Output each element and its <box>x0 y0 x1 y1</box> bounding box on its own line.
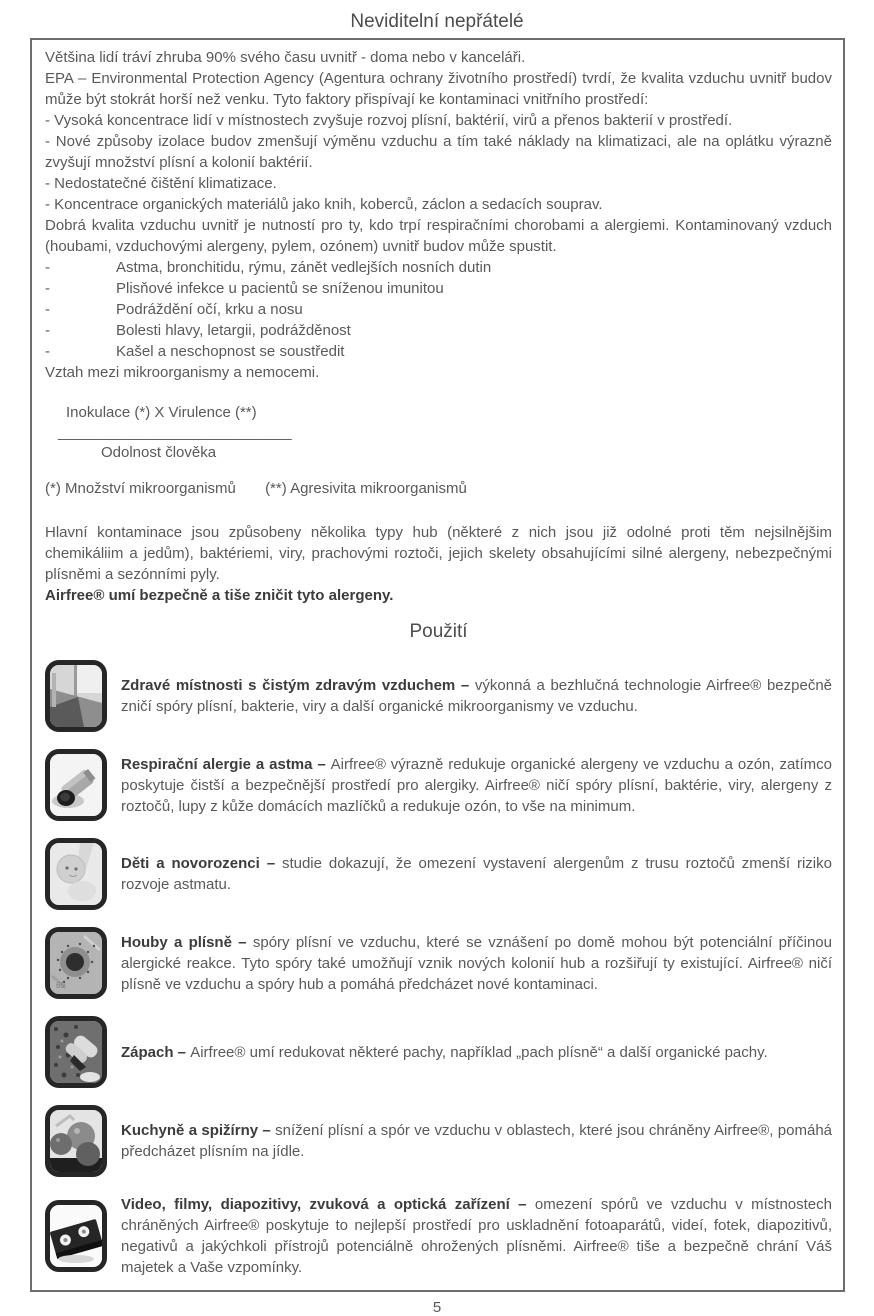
usage-item-text: Děti a novorozenci – studie dokazují, že omezení vystavení alergenům z trusu roztočů zmenší riziko rozvoje astmatu. <box>121 855 832 893</box>
usage-item-title: Kuchyně a spižírny – <box>121 1122 276 1139</box>
symptom-dash: - <box>45 343 50 360</box>
intro-paragraph: - Nové způsoby izolace budov zmenšují výměnu vzduchu a tím také náklady na klimatizaci, ale na oplátku výrazně zvyšují množství plísní a kolonií baktérií. <box>45 133 832 171</box>
page-title: Neviditelní nepřátelé <box>350 11 524 32</box>
symptom-text: Bolesti hlavy, letargii, podrážděnost <box>116 322 351 339</box>
svg-text:69: 69 <box>56 981 65 990</box>
formula-denominator: Odolnost člověka <box>101 444 217 461</box>
usage-item <box>45 660 832 732</box>
usage-item-title: Děti a novorozenci – <box>121 855 282 872</box>
intro-paragraph: Většina lidí tráví zhruba 90% svého času uvnitř - doma nebo v kanceláři. <box>45 49 526 66</box>
intro-paragraph: - Koncentrace organických materiálů jako knih, koberců, záclon a sedacích souprav. <box>45 196 603 213</box>
content-frame <box>30 38 845 1292</box>
page-number: 5 <box>432 1299 442 1316</box>
usage-item <box>45 1194 832 1278</box>
usage-item-title: Zápach – <box>121 1043 191 1061</box>
intro-paragraph: - Nedostatečné čištění klimatizace. <box>45 175 277 192</box>
usage-item-text: Zápach – Airfree® umí redukovat některé pachy, například „pach plísně“ a další organické pachy. <box>121 1043 768 1061</box>
usage-item <box>45 927 832 999</box>
legend-left: (*) Množství mikroorganismů <box>45 480 236 497</box>
usage-item-title: Zdravé místnosti s čistým zdravým vzduchem – <box>121 677 475 694</box>
contamination-paragraph: Hlavní kontaminace jsou způsobeny několika typy hub (některé z nich jsou již odolné proti těm nejsilnějšim chemikáliim a jedům), baktériemi, viry, prachovými roztoči, jejich skelety obsahujícími silné alergeny, nebezpečnými plísněmi a sezónními pyly. <box>45 524 832 583</box>
symptom-text: Plisňové infekce u pacientů se sníženou imunitou <box>116 280 444 297</box>
symptom-dash: - <box>45 280 50 297</box>
living-room-photo-icon <box>45 660 107 732</box>
video-cassette-photo-icon <box>45 1200 107 1272</box>
symptom-dash: - <box>45 301 50 318</box>
symptom-row <box>45 299 832 320</box>
usage-item <box>45 838 832 910</box>
symptom-text: Podráždění očí, krku a nosu <box>116 301 303 318</box>
formula-legend <box>45 480 832 497</box>
usage-item-title: Houby a plísně – <box>121 933 253 951</box>
symptom-row <box>45 341 832 362</box>
usage-item-title: Respirační alergie a astma – <box>121 755 331 773</box>
usage-item <box>45 749 832 821</box>
usage-item <box>45 1105 832 1177</box>
usage-heading: Použití <box>409 621 468 642</box>
symptom-row <box>45 257 832 278</box>
intro-closing: Vztah mezi mikroorganismy a nemocemi. <box>45 364 320 381</box>
symptom-row <box>45 320 832 341</box>
mold-photo-icon <box>45 927 107 999</box>
symptom-dash: - <box>45 322 50 339</box>
symptom-row <box>45 278 832 299</box>
usage-item-text: Kuchyně a spižírny – snížení plísní a spór ve vzduchu v oblastech, které jsou chráněny Airfree®, pomáhá předcházet plísním na jídle. <box>121 1122 833 1160</box>
symptom-text: Astma, bronchitidu, rýmu, zánět vedlejších nosních dutin <box>116 259 492 276</box>
formula-numerator: Inokulace (*) X Virulence (**) <box>66 404 257 421</box>
usage-item-text: Video, filmy, diapozitivy, zvuková a optická zařízení – omezení spórů ve vzduchu v místnostech chráněných Airfree® poskytuje to nejlepší prostředí pro uskladnění fotoaparátů, videí, fotek, diapozitivů, negativů a jakýchkoli přístrojů potenciálně ohrožených plísněmi. Airfree® tiše a bezpečně chrání Váš majetek a Vaše vzpomínky. <box>121 1196 832 1276</box>
usage-item <box>45 1016 832 1088</box>
intro-paragraph: - Vysoká koncentrace lidí v místnostech zvyšuje rozvoj plísní, baktérií, virů a přenos bakterií v prostředí. <box>45 112 733 129</box>
symptom-dash: - <box>45 259 50 276</box>
baby-photo-icon <box>45 838 107 910</box>
symptom-text: Kašel a neschopnost se soustředit <box>116 343 345 360</box>
formula-divider: ____________________________ <box>58 424 292 441</box>
infection-formula <box>45 403 832 463</box>
garlic-photo-icon <box>45 1016 107 1088</box>
intro-paragraph: EPA – Environmental Protection Agency (Agentura ochrany životního prostředí) tvrdí, že kvalita vzduchu uvnitř budov může být stokrát horší než venku. Tyto faktory přispívají ke kontaminaci vnitřního prostředí: <box>45 70 832 108</box>
usage-item-title: Video, filmy, diapozitivy, zvuková a optická zařízení – <box>121 1196 535 1213</box>
inhaler-photo-icon <box>45 749 107 821</box>
tomatoes-photo-icon <box>45 1105 107 1177</box>
usage-item-text: Houby a plísně – spóry plísní ve vzduchu, které se vznášení po domě mohou být potenciální příčinou alergické reakce. Tyto spóry také umožňují vznik nových kolonií hub a rozšiřují ty existující. Airfree® ničí plísně ve vzduchu a spóry hub a pomáhá předcházet nové kontaminaci. <box>121 933 832 993</box>
legend-right: (**) Agresivita mikroorganismů <box>265 480 467 497</box>
intro-paragraph: Dobrá kvalita vzduchu uvnitř je nutností pro ty, kdo trpí respiračními chorobami a alergiemi. Kontaminovaný vzduch (houbami, vzduchovými alergeny, pylem, ozónem) uvnitř budov může spustit. <box>45 217 832 255</box>
airfree-claim: Airfree® umí bezpečně a tiše zničit tyto alergeny. <box>45 587 394 604</box>
usage-item-text: Zdravé místnosti s čistým zdravým vzduchem – výkonná a bezhlučná technologie Airfree® bezpečně zničí spóry plísní, bakterie, viry a další organické mikroorganismy ve vzduchu. <box>121 677 833 715</box>
usage-item-text: Respirační alergie a astma – Airfree® výrazně redukuje organické alergeny ve vzduchu a ozón, zatímco poskytuje čistší a bezpečnější prostředí pro alergiky. Airfree® ničí spóry plísní, baktérie, viry, alergeny z roztočů, lupy z kůže domácích mazlíčků a redukuje ozón, to vše na minimum. <box>121 755 832 815</box>
